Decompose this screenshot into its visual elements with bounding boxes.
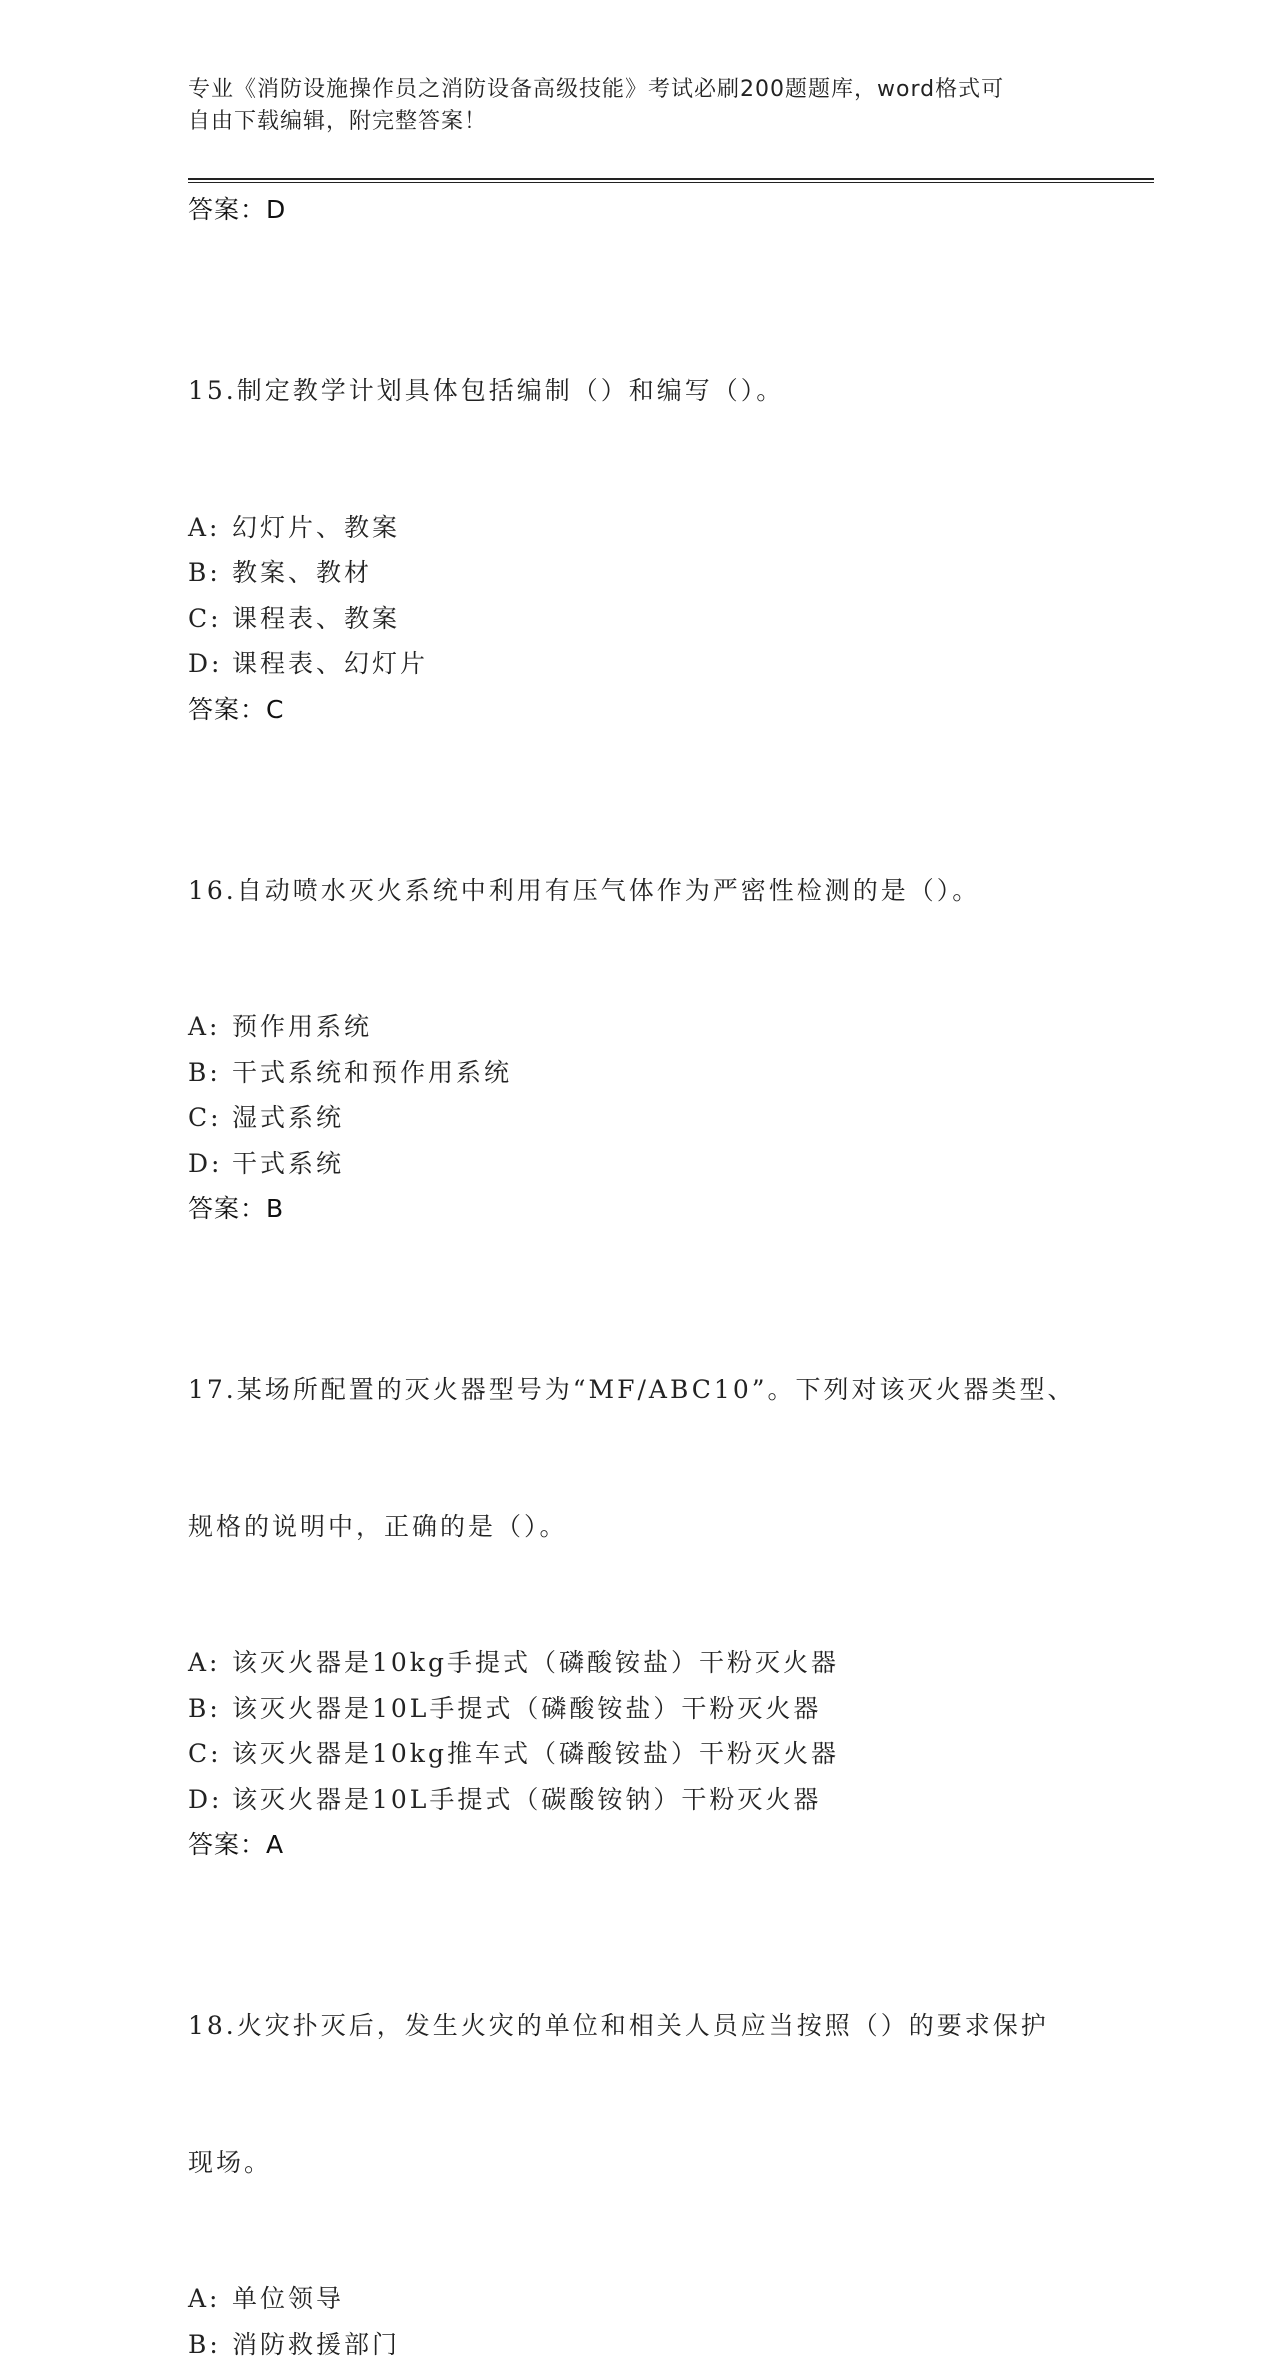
option-text: 单位领导 [232, 2284, 344, 2313]
question-18-stem [188, 1912, 1088, 2276]
question-stem-line: 规格的说明中，正确的是（）。 [188, 1504, 1088, 1550]
question-15 [188, 277, 1088, 732]
header-divider [188, 178, 1154, 183]
option-text: 该灭火器是10L手提式（磷酸铵盐）干粉灭火器 [232, 1694, 821, 1723]
answer-15: 答案：C [188, 687, 1088, 732]
option-text: 该灭火器是10kg推车式（磷酸铵盐）干粉灭火器 [232, 1739, 839, 1768]
option-text: 课程表、幻灯片 [232, 649, 428, 678]
answer-16: 答案：B [188, 1186, 1088, 1231]
option-text: 教案、教材 [232, 558, 372, 587]
option-letter: C: [188, 1095, 232, 1141]
option-letter: B: [188, 550, 232, 596]
option-letter: B: [188, 1050, 232, 1096]
option-a [188, 1640, 1088, 1686]
option-text: 湿式系统 [232, 1103, 344, 1132]
option-letter: A: [188, 505, 232, 551]
option-letter: A: [188, 1004, 232, 1050]
option-text: 幻灯片、教案 [232, 513, 400, 542]
header-line-2: 自由下载编辑，附完整答案！ [188, 106, 1088, 138]
option-c [188, 1095, 1088, 1141]
question-18 [188, 1912, 1088, 2367]
question-17 [188, 1276, 1088, 1867]
option-letter: A: [188, 1640, 232, 1686]
option-c [188, 596, 1088, 642]
option-letter: B: [188, 2322, 232, 2367]
option-text: 干式系统和预作用系统 [232, 1058, 512, 1087]
option-text: 干式系统 [232, 1149, 344, 1178]
option-letter: C: [188, 596, 232, 642]
option-c [188, 1731, 1088, 1777]
option-a [188, 505, 1088, 551]
question-16 [188, 777, 1088, 1232]
question-16-stem [188, 777, 1088, 1005]
question-stem-line: 16.自动喷水灭火系统中利用有压气体作为严密性检测的是（）。 [188, 868, 1088, 914]
option-letter: D: [188, 1141, 232, 1187]
option-b [188, 2322, 1088, 2367]
question-17-stem [188, 1276, 1088, 1640]
option-letter: D: [188, 641, 232, 687]
option-text: 预作用系统 [232, 1012, 372, 1041]
question-stem-line: 现场。 [188, 2140, 1088, 2186]
option-letter: D: [188, 1777, 232, 1823]
option-letter: C: [188, 1731, 232, 1777]
option-d [188, 1777, 1088, 1823]
option-text: 该灭火器是10kg手提式（磷酸铵盐）干粉灭火器 [232, 1648, 839, 1677]
option-a [188, 2276, 1088, 2322]
option-d [188, 1141, 1088, 1187]
option-b [188, 550, 1088, 596]
header-line-1: 专业《消防设施操作员之消防设备高级技能》考试必刷200题题库，word格式可 [188, 74, 1088, 106]
question-list [188, 187, 1088, 2367]
option-text: 课程表、教案 [232, 604, 400, 633]
option-letter: B: [188, 1686, 232, 1732]
option-b [188, 1050, 1088, 1096]
question-stem-line: 17.某场所配置的灭火器型号为“MF/ABC10”。下列对该灭火器类型、 [188, 1367, 1088, 1413]
option-d [188, 641, 1088, 687]
answer-17: 答案：A [188, 1822, 1088, 1867]
question-15-stem [188, 277, 1088, 505]
option-text: 该灭火器是10L手提式（碳酸铵钠）干粉灭火器 [232, 1785, 821, 1814]
option-a [188, 1004, 1088, 1050]
question-stem-line: 18.火灾扑灭后，发生火灾的单位和相关人员应当按照（）的要求保护 [188, 2003, 1088, 2049]
previous-answer: 答案：D [188, 187, 1088, 232]
option-b [188, 1686, 1088, 1732]
option-text: 消防救援部门 [232, 2330, 400, 2359]
option-letter: A: [188, 2276, 232, 2322]
question-stem-line: 15.制定教学计划具体包括编制（）和编写（）。 [188, 368, 1088, 414]
document-header [188, 74, 1088, 138]
